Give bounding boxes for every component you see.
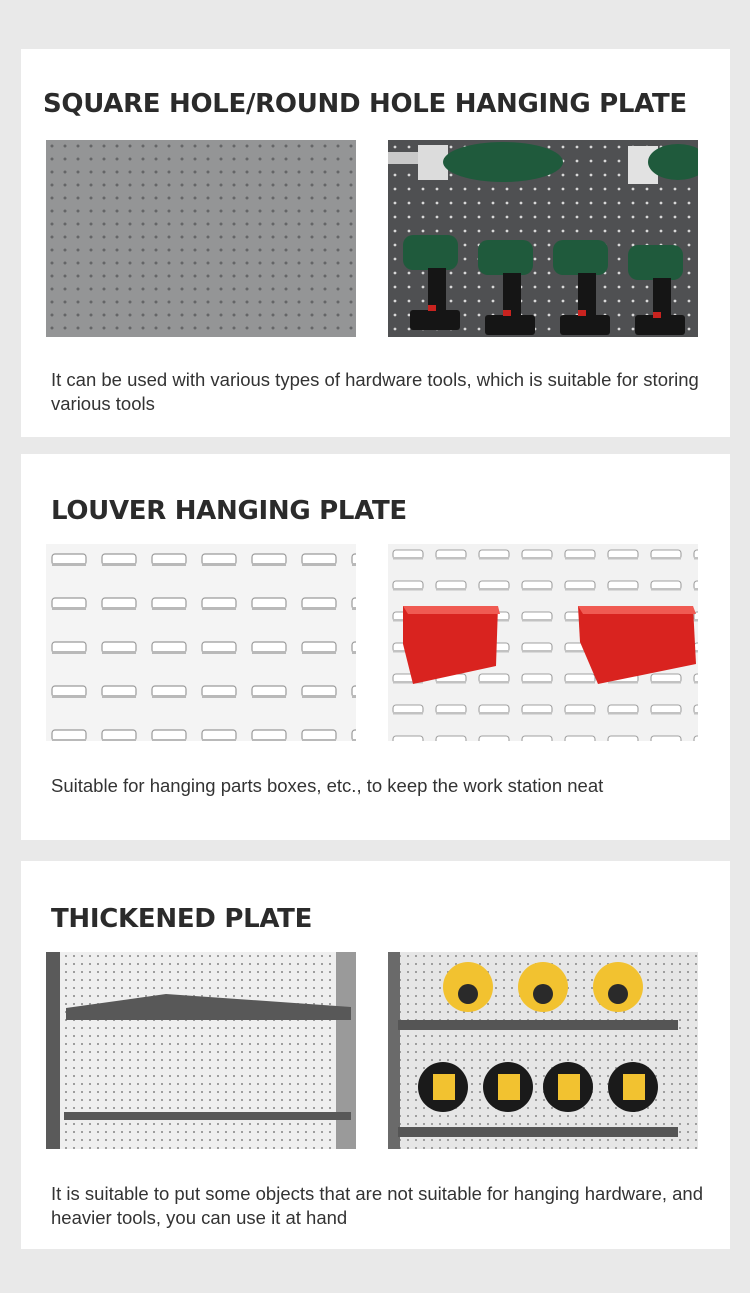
section-card-square-round-hole <box>21 49 730 437</box>
section-description: Suitable for hanging parts boxes, etc., to keep the work station neat <box>51 775 604 796</box>
section-title: THICKENED PLATE <box>51 904 313 934</box>
section-title: SQUARE HOLE/ROUND HOLE HANGING PLATE <box>43 89 687 119</box>
section-description: It can be used with various types of hardware tools, which is suitable for storing various tools <box>51 369 699 414</box>
power-tools-on-pegboard-photo <box>388 140 698 337</box>
circular-saws-and-cable-reels-on-shelves-photo <box>388 952 698 1149</box>
section-title: LOUVER HANGING PLATE <box>51 496 407 526</box>
gray-pegboard-photo <box>46 140 356 337</box>
section-card-thickened <box>21 861 730 1249</box>
pegboard-with-shelves-photo <box>46 952 356 1149</box>
section-card-louver <box>21 454 730 840</box>
white-louver-panel-photo <box>46 544 356 741</box>
red-parts-bins-on-louver-panel-photo <box>388 544 698 741</box>
section-description: It is suitable to put some objects that are not suitable for hanging hardware, and heavier tools, you can use it at hand <box>51 1183 704 1228</box>
